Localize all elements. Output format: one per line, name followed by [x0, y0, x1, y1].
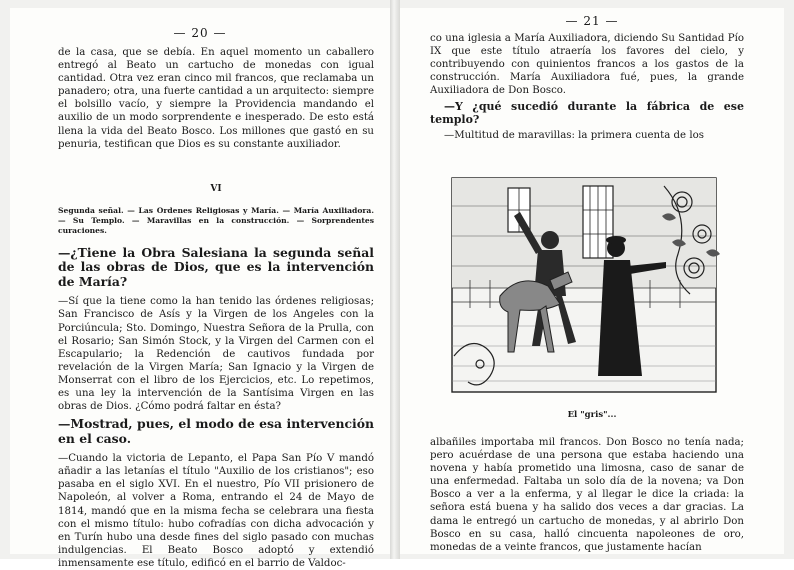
- page-number: — 20 —: [173, 26, 227, 40]
- page-number: — 21 —: [565, 14, 619, 28]
- figure-caption: El "gris"...: [567, 410, 617, 420]
- book-gutter: [390, 0, 400, 559]
- left-page-text: [10, 46, 390, 570]
- engraving-illustration: [450, 176, 718, 394]
- right-page-text-top: [400, 32, 784, 143]
- paragraph: de la casa, que se debía. En aquel momento un caballero entregó al Beato un cartucho de monedas con igual cantidad. Otra vez eran cinco mil francos, que reclamaba un panadero; otra, una fuerte cantidad a un arquitecto: siempre el bolsillo vacío, y siempre la Providencia mandando el auxilio de un modo sorprendente e inesperado. De esto está llena la vida del Beato Bosco. Los millones que gastó en su penuria, testifican que Dios es su constante auxiliador.: [58, 47, 374, 150]
- paragraph: albañiles importaba mil francos. Don Bosco no tenía nada; pero acuérdase de una persona que estaba haciendo una novena y había prometido una limosna, caso de sanar de una enfermedad. Faltaba un solo día de la novena; va Don Bosco a ver a la enferma, y al llegar le dice la criada: la señora está buena y ha salido dos veces a dar gracias. La dama le entregó un cartucho de monedas, y al abrirlo Don Bosco en su casa, halló cincuenta napoleones de oro, monedas de a veinte francos, que justamente hacían: [430, 437, 744, 553]
- question-heading: —¿Tiene la Obra Salesiana la segunda señal de las obras de Dios, que es la intervención de María?: [58, 244, 374, 289]
- question-heading: —Mostrad, pues, el modo de esa intervención en el caso.: [58, 416, 374, 446]
- paragraph: —Multitud de maravillas: la primera cuenta de los: [444, 130, 704, 142]
- question-heading: —Y ¿qué sucedió durante la fábrica de ese templo?: [430, 100, 744, 127]
- right-page-text-bottom: [400, 436, 784, 554]
- left-page: [10, 8, 390, 569]
- paragraph: —Sí que la tiene como la han tenido las órdenes religiosas; San Francisco de Asís y la Virgen de los Angeles con la Porciúncula; Sto. Domingo, Nuestra Señora de la Prulla, con el Rosario; San Simón Stock, y la Virgen del Carmen con el Escapulario; la Redención de cautivos fundada por revelación de la Virgen María; San Ignacio y la Virgen de Monserrat con el libro de los Ejercicios, etc. Lo repetimos, es una ley la intervención de la Santísima Virgen en las obras de Dios. ¿Cómo podrá faltar en ésta?: [58, 296, 374, 413]
- paragraph: co una iglesia a María Auxiliadora, diciendo Su Santidad Pío IX que este título atraería los favores del cielo, y contribuyendo con quinientos francos a los gastos de la construcción. María Auxiliadora fué, pues, la grande Auxiliadora de Don Bosco.: [430, 33, 744, 97]
- chapter-number: VI: [210, 183, 222, 194]
- paragraph: —Cuando la victoria de Lepanto, el Papa San Pío V mandó añadir a las letanías el título "Auxilio de los cristianos"; eso pasaba en el siglo XVI. En el nuestro, Pío VII prisionero de Napoleón, al volver a Roma, entrando el 24 de Mayo de 1814, mandó que en la misma fecha se celebrara una fiesta con el mismo título: hubo cofradías con dicha advocación y en Turín hubo una desde fines del siglo pasado con muchas indulgencias. El Beato Bosco adoptó y extendió inmensamente ese título, edificó en el barrio de Valdoc-: [58, 453, 374, 569]
- chapter-summary: Segunda señal. — Las Ordenes Religiosas y María. — María Auxiliadora. — Su Templo. — Maravillas en la construcción. — Sorprendentes curaciones.: [58, 205, 374, 235]
- right-page: [400, 8, 784, 554]
